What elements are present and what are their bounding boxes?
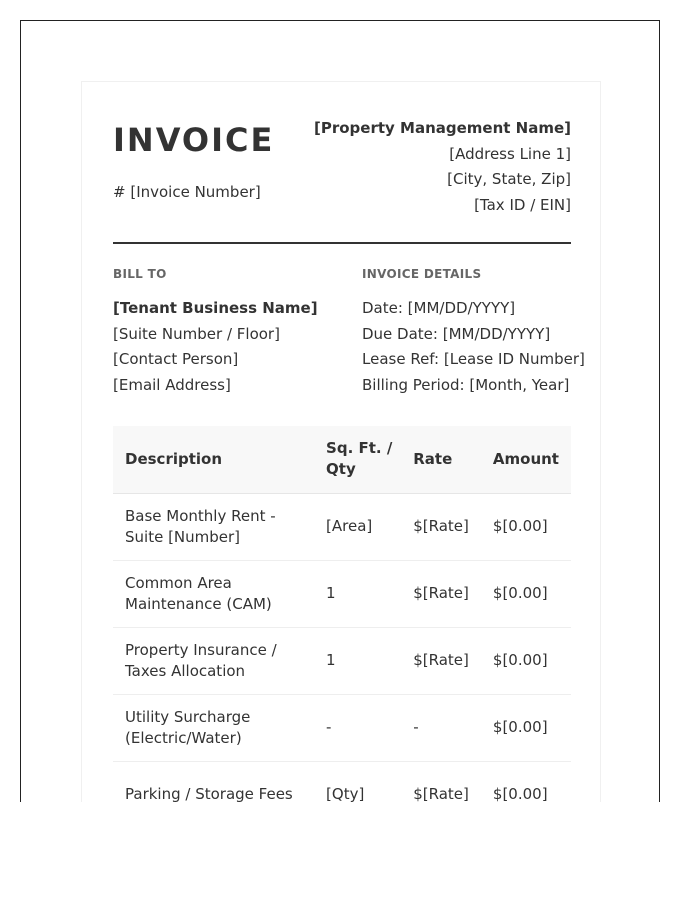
- row-rate: -: [401, 694, 481, 761]
- header-rate: Rate: [401, 426, 481, 493]
- row-rate: $[Rate]: [401, 761, 481, 802]
- invoice-content: [113, 82, 585, 802]
- invoice-title: INVOICE: [113, 121, 275, 159]
- invoice-details-section: [362, 266, 585, 398]
- row-amount: $[0.00]: [481, 761, 571, 802]
- row-qty: 1: [314, 627, 401, 694]
- company-name: [Property Management Name]: [314, 119, 571, 137]
- line-items-table: [113, 426, 571, 802]
- row-amount: $[0.00]: [481, 560, 571, 627]
- table-row: [113, 493, 571, 560]
- lease-reference: Lease Ref: [Lease ID Number]: [362, 350, 585, 368]
- row-amount: $[0.00]: [481, 694, 571, 761]
- invoice-details-label: INVOICE DETAILS: [362, 267, 482, 281]
- table-row: [113, 627, 571, 694]
- row-amount: $[0.00]: [481, 493, 571, 560]
- header-description: Description: [113, 426, 314, 493]
- tenant-contact: [Contact Person]: [113, 350, 239, 368]
- page-frame: [20, 20, 660, 802]
- row-description: Utility Surcharge (Electric/Water): [113, 694, 314, 761]
- header-qty: Sq. Ft. / Qty: [314, 426, 401, 493]
- invoice-header: [113, 82, 571, 242]
- bill-to-label: BILL TO: [113, 267, 167, 281]
- table-row: [113, 560, 571, 627]
- row-qty: [Qty]: [314, 761, 401, 802]
- row-qty: 1: [314, 560, 401, 627]
- header-amount: Amount: [481, 426, 571, 493]
- billing-period: Billing Period: [Month, Year]: [362, 375, 570, 394]
- row-qty: -: [314, 694, 401, 761]
- row-description: Common Area Maintenance (CAM): [113, 560, 314, 627]
- table-row: [113, 694, 571, 761]
- row-description: Property Insurance / Taxes Allocation: [113, 627, 314, 694]
- row-rate: $[Rate]: [401, 627, 481, 694]
- tenant-suite: [Suite Number / Floor]: [113, 324, 280, 343]
- company-info: [314, 116, 571, 218]
- table-row: [113, 761, 571, 802]
- bill-to-section: [113, 266, 353, 398]
- invoice-number: # [Invoice Number]: [113, 183, 261, 201]
- invoice-due-date: Due Date: [MM/DD/YYYY]: [362, 324, 551, 343]
- header-divider: [113, 242, 571, 244]
- invoice-sheet: [81, 81, 601, 802]
- row-description: Parking / Storage Fees: [113, 761, 314, 802]
- row-qty: [Area]: [314, 493, 401, 560]
- tenant-name: [Tenant Business Name]: [113, 299, 318, 317]
- table-header-row: [113, 426, 571, 493]
- row-rate: $[Rate]: [401, 493, 481, 560]
- row-description: Base Monthly Rent - Suite [Number]: [113, 493, 314, 560]
- tenant-email: [Email Address]: [113, 375, 231, 394]
- company-tax-id: [Tax ID / EIN]: [474, 195, 571, 214]
- row-amount: $[0.00]: [481, 627, 571, 694]
- row-rate: $[Rate]: [401, 560, 481, 627]
- company-city-state-zip: [City, State, Zip]: [447, 170, 571, 188]
- invoice-date: Date: [MM/DD/YYYY]: [362, 299, 516, 317]
- company-address-line1: [Address Line 1]: [449, 144, 571, 163]
